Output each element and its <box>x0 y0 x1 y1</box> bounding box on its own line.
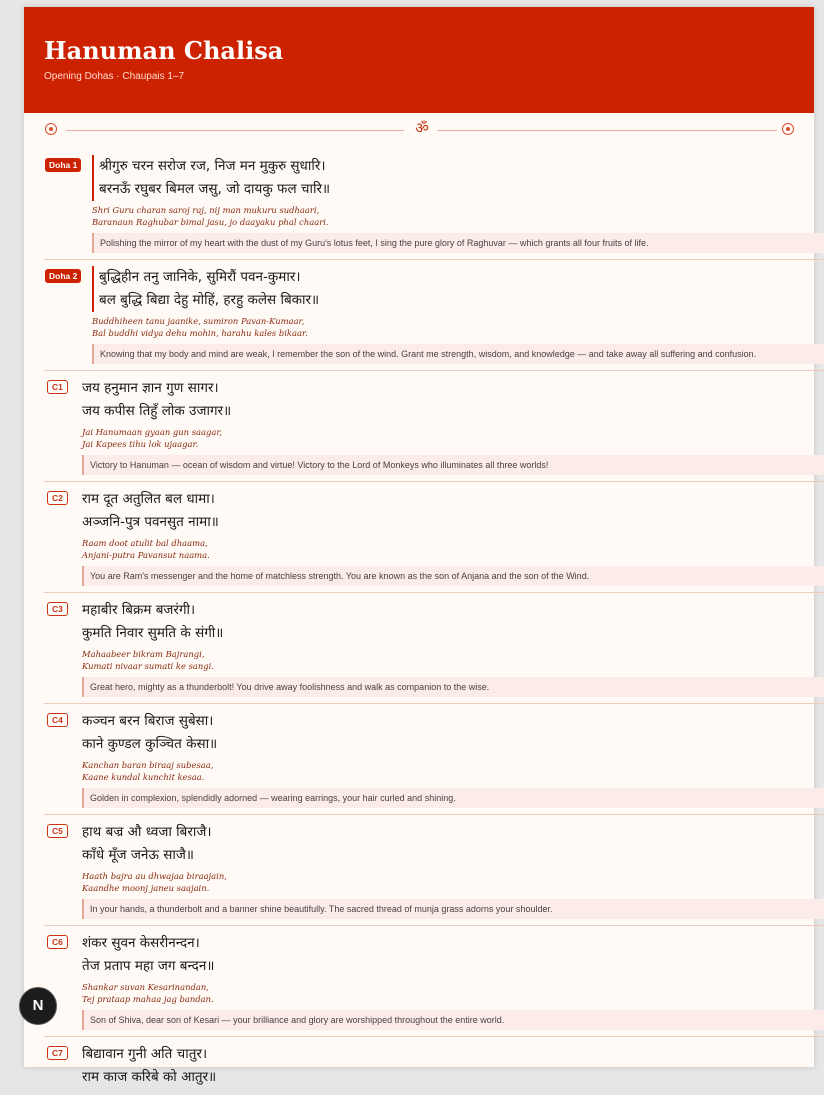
hindi-text <box>82 488 824 534</box>
hindi-line: कुमति निवार सुमति के संगी॥ <box>82 625 224 641</box>
chaupai-verse <box>44 593 824 704</box>
translit-line: Shankar suvan Kesarinandan, <box>82 982 209 992</box>
hindi-text <box>82 599 824 645</box>
chaupai-verse <box>44 482 824 593</box>
chaupai-badge: C2 <box>47 491 68 505</box>
hindi-text <box>82 821 824 867</box>
translit-line: Kaane kundal kunchit kesaa. <box>82 771 205 782</box>
meaning-text: Golden in complexion, splendidly adorned — wearing earrings, your hair curled and shining. <box>82 788 824 808</box>
om-symbol: ॐ <box>415 119 429 137</box>
hindi-line: अञ्जनि-पुत्र पवनसुत नामा॥ <box>82 514 219 530</box>
translit-line: Baranaun Raghubar bimal jasu, jo daayaku phal chaari. <box>92 216 329 227</box>
hindi-line: राम काज करिबे को आतुर॥ <box>82 1069 217 1085</box>
chaupai-verse <box>44 371 824 482</box>
chaupai-verse <box>44 926 824 1037</box>
hindi-line: तेज प्रताप महा जग बन्दन॥ <box>82 958 215 974</box>
transliteration <box>82 538 824 561</box>
meaning-text: Victory to Hanuman — ocean of wisdom and virtue! Victory to the Lord of Monkeys who illuminates all three worlds! <box>82 455 824 475</box>
meaning-text: Polishing the mirror of my heart with the dust of my Guru's lotus feet, I sing the pure glory of Raghuvar — which grants all four fruits of life. <box>92 233 824 253</box>
chaupai-badge: C1 <box>47 380 68 394</box>
doha-verse <box>44 260 824 371</box>
chalisa-page <box>24 7 814 1085</box>
translit-line: Jai Hanumaan gyaan gun saagar, <box>82 427 223 437</box>
doha-verse <box>44 149 824 260</box>
page-title: Hanuman Chalisa <box>44 36 284 65</box>
chaupai-badge: C4 <box>47 713 68 727</box>
meaning-text: Knowing that my body and mind are weak, I remember the son of the wind. Grant me strength, wisdom, and knowledge — and take away all suffering and confusion. <box>92 344 824 364</box>
hindi-text <box>82 1043 824 1089</box>
hindi-text <box>82 932 824 978</box>
hindi-line: श्रीगुरु चरन सरोज रज, निज मन मुकुरु सुधारि। <box>99 158 326 174</box>
hindi-line: काँधे मूँज जनेऊ साजै॥ <box>82 847 194 863</box>
divider-line <box>66 130 404 131</box>
hindi-line: राम दूत अतुलित बल धामा। <box>82 491 215 507</box>
transliteration <box>82 760 824 783</box>
hindi-line: काने कुण्डल कुञ्चित केसा॥ <box>82 736 218 752</box>
hindi-text <box>82 377 824 423</box>
doha-badge: Doha 2 <box>45 269 81 283</box>
translit-line: Buddhiheen tanu jaanike, sumiron Pavan-Kumaar, <box>92 316 305 326</box>
hindi-line: बरनऊँ रघुबर बिमल जसु, जो दायकु फल चारि॥ <box>99 181 331 197</box>
hindi-line: शंकर सुवन केसरीनन्दन। <box>82 935 200 951</box>
chaupai-badge: C6 <box>47 935 68 949</box>
chaupai-verse <box>44 1037 824 1095</box>
hindi-line: जय हनुमान ज्ञान गुण सागर। <box>82 380 219 396</box>
hindi-line: बल बुद्धि बिद्या देहु मोहिं, हरहु कलेस बिकार॥ <box>99 292 320 308</box>
hindi-line: बिद्यावान गुनी अति चातुर। <box>82 1046 208 1062</box>
transliteration <box>82 649 824 672</box>
hindi-line: बुद्धिहीन तनु जानिके, सुमिरौं पवन-कुमार। <box>99 269 301 285</box>
translit-line: Raam doot atulit bal dhaama, <box>82 538 208 548</box>
ornament-divider <box>24 113 814 149</box>
transliteration <box>82 871 824 894</box>
translit-line: Kumati nivaar sumati ke sangi. <box>82 660 214 671</box>
hindi-text <box>92 266 824 312</box>
chaupai-verse <box>44 815 824 926</box>
meaning-text: You are Ram's messenger and the home of matchless strength. You are known as the son of Anjana and the son of the Wind. <box>82 566 824 586</box>
meaning-text: Son of Shiva, dear son of Kesari — your brilliance and glory are worshipped throughout the entire world. <box>82 1010 824 1030</box>
hindi-line: जय कपीस तिहुँ लोक उजागर॥ <box>82 403 232 419</box>
hindi-text <box>82 710 824 756</box>
hindi-line: महाबीर बिक्रम बजरंगी। <box>82 602 196 618</box>
translit-line: Bal buddhi vidya dehu mohin, harahu kales bikaar. <box>92 327 308 338</box>
transliteration <box>92 205 824 228</box>
chaupai-badge: C3 <box>47 602 68 616</box>
target-ornament-icon <box>45 123 57 135</box>
translit-line: Haath bajra au dhwajaa biraajain, <box>82 871 227 881</box>
page-subtitle: Opening Dohas · Chaupais 1–7 <box>44 71 185 82</box>
translit-line: Jai Kapees tihu lok ujaagar. <box>82 438 199 449</box>
hindi-text <box>92 155 824 201</box>
target-ornament-icon <box>782 123 794 135</box>
divider-line <box>437 130 777 131</box>
meaning-text: Great hero, mighty as a thunderbolt! You drive away foolishness and walk as companion to the wise. <box>82 677 824 697</box>
page-header <box>24 7 814 113</box>
transliteration <box>82 427 824 450</box>
chaupai-badge: C7 <box>47 1046 68 1060</box>
hindi-line: कञ्चन बरन बिराज सुबेसा। <box>82 713 214 729</box>
chaupai-badge: C5 <box>47 824 68 838</box>
translit-line: Shri Guru charan saroj raj, nij man mukuru sudhaari, <box>92 205 320 215</box>
chaupai-verse <box>44 704 824 815</box>
transliteration <box>82 982 824 1005</box>
meaning-text: In your hands, a thunderbolt and a banner shine beautifully. The sacred thread of munja grass adorns your shoulder. <box>82 899 824 919</box>
doha-badge: Doha 1 <box>45 158 81 172</box>
translit-line: Kaandhe moonj janeu saajain. <box>82 882 210 893</box>
translit-line: Tej prataap mahaa jag bandan. <box>82 993 214 1004</box>
translit-line: Anjani-putra Pavansut naama. <box>82 549 210 560</box>
translit-line: Mahaabeer bikram Bajrangi, <box>82 649 205 659</box>
hindi-line: हाथ बज्र औ ध्वजा बिराजै। <box>82 824 212 840</box>
translit-line: Kanchan baran biraaj subesaa, <box>82 760 214 770</box>
transliteration <box>92 316 824 339</box>
next-devtools-button[interactable]: N <box>19 987 57 1025</box>
